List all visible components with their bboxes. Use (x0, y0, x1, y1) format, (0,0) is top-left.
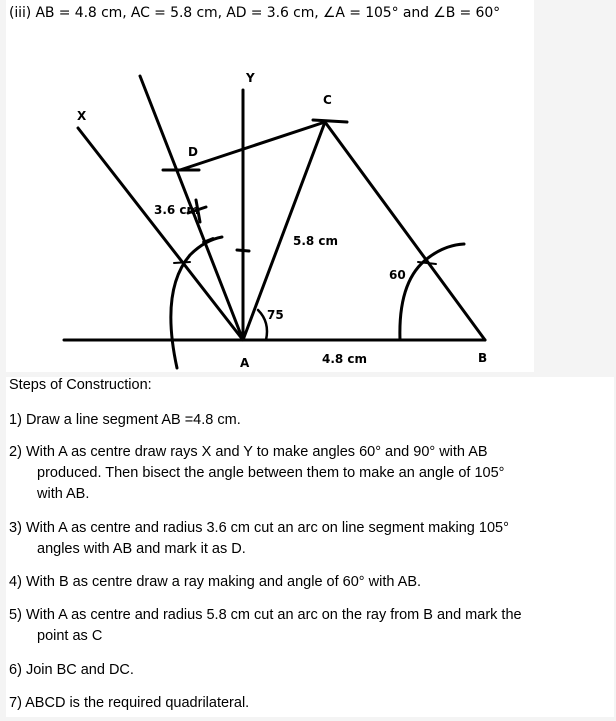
step-3 (9, 518, 615, 560)
label-ab: 4.8 cm (322, 352, 368, 366)
label-angle-b: 60 (389, 268, 406, 282)
line-ac (243, 122, 325, 340)
step-4 (9, 572, 615, 593)
step-7 (9, 693, 615, 714)
label-ac: 5.8 cm (293, 234, 339, 248)
step-number: 6) (9, 662, 22, 678)
step-number: 2) (9, 444, 22, 460)
step-text: ABCD is the required quadrilateral. (25, 695, 250, 711)
label-x: X (77, 109, 87, 123)
line-bc (325, 122, 485, 340)
step-text: With A as centre and radius 5.8 cm cut an arc on the ray from B and mark the (25, 607, 522, 623)
construction-diagram (0, 0, 540, 372)
steps-panel (6, 377, 614, 717)
label-c: C (323, 93, 332, 107)
tick-y (237, 250, 249, 251)
step-text: With A as centre draw rays X and Y to make angles 60° and 90° with AB (25, 444, 488, 460)
angle-arc-75 (258, 310, 267, 340)
step-text: With B as centre draw a ray making and angle of 60° with AB. (25, 574, 422, 590)
step-text: Join BC and DC. (25, 662, 134, 678)
figure-panel (6, 0, 534, 372)
label-angle-a: 75 (267, 308, 284, 322)
step-text-cont: produced. Then bisect the angle between them to make an angle of 105° (37, 465, 505, 481)
step-text-cont: point as C (37, 628, 103, 644)
step-number: 4) (9, 574, 22, 590)
label-ad: 3.6 cm (154, 203, 200, 217)
x-cross-mark (174, 262, 190, 263)
line-dc (180, 122, 325, 170)
label-b: B (478, 351, 488, 365)
ray-x (78, 128, 243, 340)
question-text: (iii) AB = 4.8 cm, AC = 5.8 cm, AD = 3.6 cm, ∠A = 105° and ∠B = 60° (9, 5, 501, 21)
label-a: A (240, 356, 250, 370)
step-6 (9, 660, 615, 681)
arc-at-b (400, 244, 464, 340)
step-number: 5) (9, 607, 22, 623)
label-d: D (188, 145, 198, 159)
tick-c (313, 120, 347, 122)
step-2 (9, 442, 615, 505)
step-number: 3) (9, 520, 22, 536)
label-y: Y (246, 71, 255, 85)
steps-title: Steps of Construction: (9, 377, 152, 393)
step-text-cont: angles with AB and mark it as D. (37, 541, 246, 557)
step-5 (9, 605, 615, 647)
step-text-cont: with AB. (37, 486, 90, 502)
step-1 (9, 410, 615, 431)
step-text: Draw a line segment AB =4.8 cm. (25, 412, 241, 428)
step-number: 7) (9, 695, 22, 711)
step-text: With A as centre and radius 3.6 cm cut an arc on line segment making 105° (25, 520, 509, 536)
step-number: 1) (9, 412, 22, 428)
